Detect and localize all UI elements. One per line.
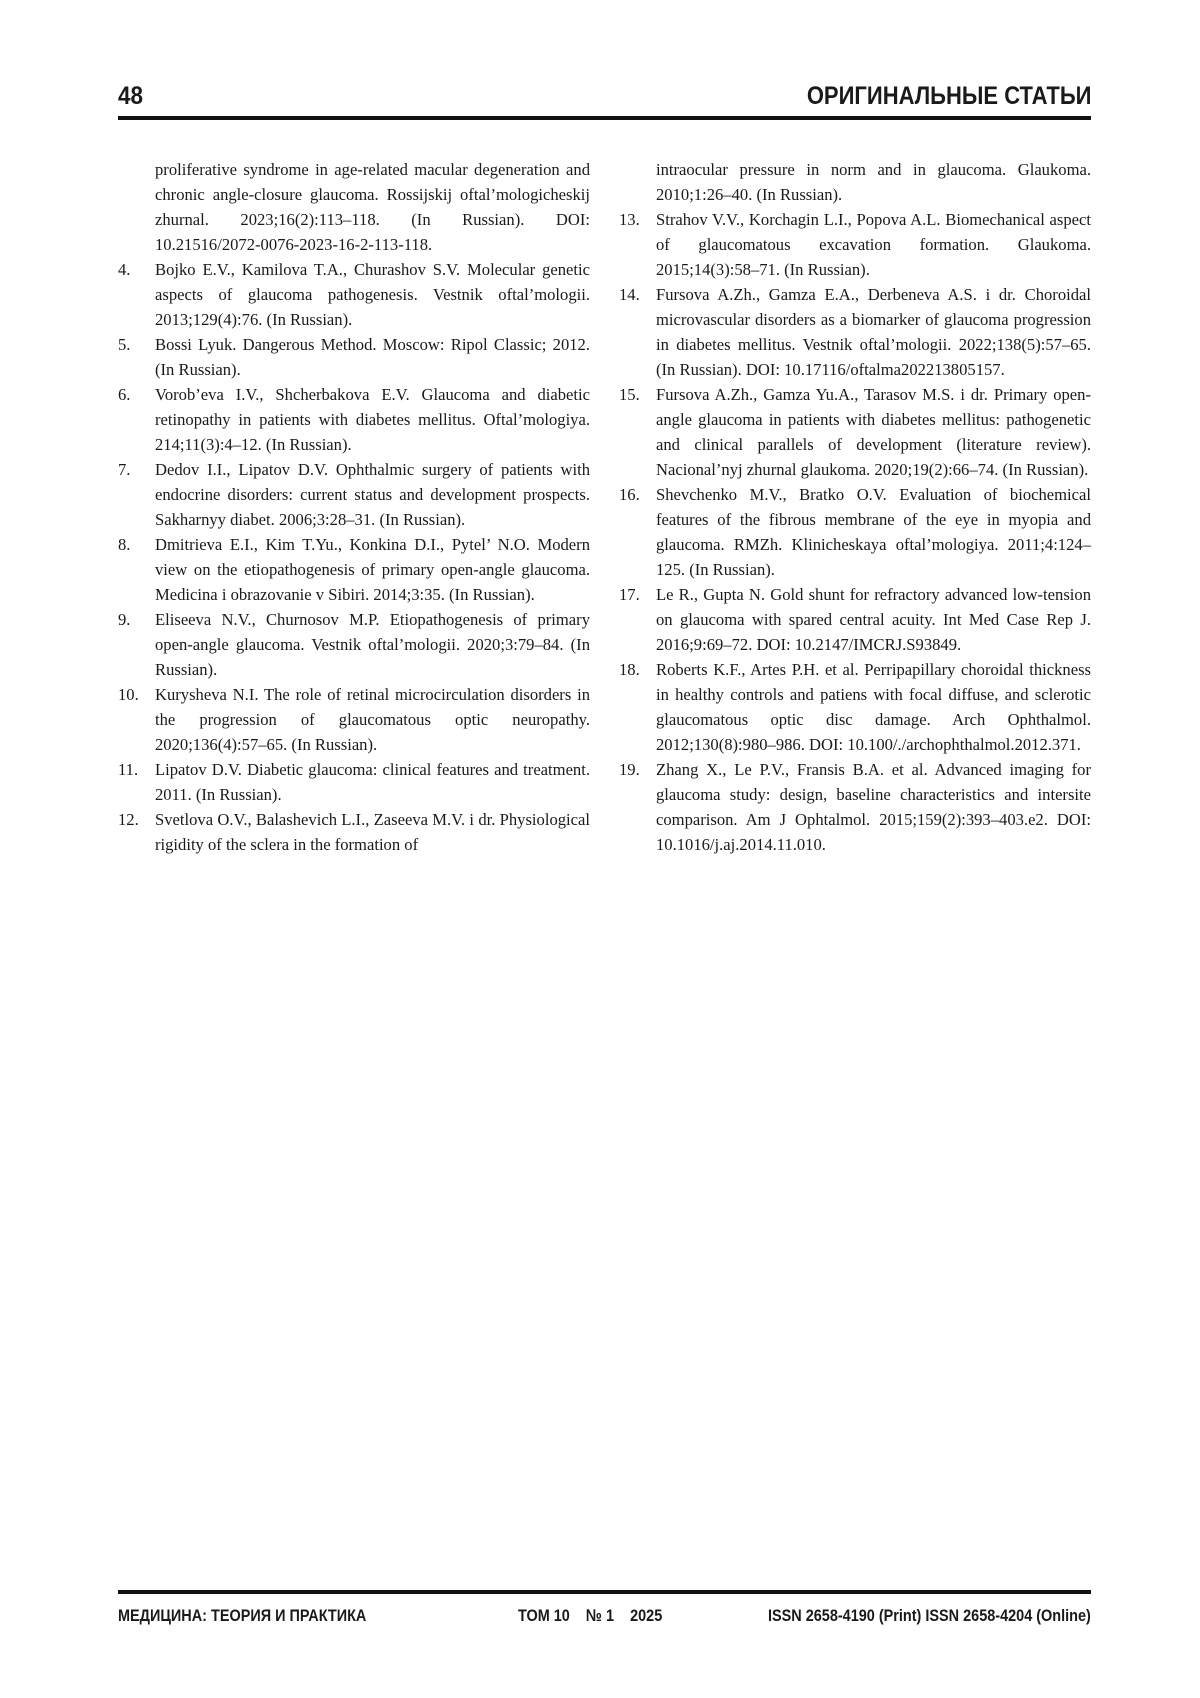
reference-number: 11. <box>118 760 139 779</box>
reference-text: Bojko E.V., Kamilova T.A., Churashov S.V. Molecular genetic aspects of glaucoma pathogenesis. Vestnik oftal’mologii. 2013;129(4):76. (In Russian). <box>155 260 590 329</box>
reference-number: 7. <box>118 460 131 479</box>
page-header <box>118 82 1091 120</box>
reference-item <box>619 582 1091 657</box>
references-right-column <box>619 157 1091 857</box>
reference-list-right <box>619 157 1091 857</box>
reference-text: Strahov V.V., Korchagin L.I., Popova A.L. Biomechanical aspect of glaucomatous excavation formation. Glaukoma. 2015;14(3):58–71. (In Russian). <box>656 210 1091 279</box>
reference-number: 17. <box>619 585 640 604</box>
reference-item <box>118 807 590 857</box>
reference-item <box>118 682 590 757</box>
reference-text: Shevchenko M.V., Bratko O.V. Evaluation of biochemical features of the fibrous membrane of the eye in myopia and glaucoma. RMZh. Klinicheskaya oftal’mologiya. 2011;4:124–125. (In Russian). <box>656 485 1091 579</box>
reference-item <box>619 757 1091 857</box>
reference-number: 15. <box>619 385 640 404</box>
reference-continuation <box>118 157 590 257</box>
reference-text: Vorob’eva I.V., Shcherbakova E.V. Glaucoma and diabetic retinopathy in patients with diabetes mellitus. Oftal’mologiya. 214;11(3):4–12. (In Russian). <box>155 385 590 454</box>
reference-item <box>118 607 590 682</box>
reference-text: Dmitrieva E.I., Kim T.Yu., Konkina D.I., Pytel’ N.O. Modern view on the etiopathogenesis of primary open-angle glaucoma. Medicina i obrazovanie v Sibiri. 2014;3:35. (In Russian). <box>155 535 590 604</box>
reference-item <box>118 532 590 607</box>
reference-continuation <box>619 157 1091 207</box>
reference-item <box>118 382 590 457</box>
page-number: 48 <box>118 82 144 110</box>
reference-number: 19. <box>619 760 640 779</box>
reference-item <box>619 207 1091 282</box>
reference-text: Le R., Gupta N. Gold shunt for refractory advanced low-tension on glaucoma with spared central acuity. Int Med Case Rep J. 2016;9:69–72. DOI: 10.2147/IMCRJ.S93849. <box>656 585 1091 654</box>
reference-text: proliferative syndrome in age-related macular degeneration and chronic angle-closure glaucoma. Rossijskij oftal’mologicheskij zhurnal. 2023;16(2):113–118. (In Russian). DOI: 10.21516/2072-0076-2023-16-2-113-118. <box>155 160 590 254</box>
journal-name: МЕДИЦИНА: ТЕОРИЯ И ПРАКТИКА <box>118 1606 367 1625</box>
reference-item <box>619 482 1091 582</box>
reference-text: Dedov I.I., Lipatov D.V. Ophthalmic surgery of patients with endocrine disorders: current status and development prospects. Sakharnyy diabet. 2006;3:28–31. (In Russian). <box>155 460 590 529</box>
reference-number: 9. <box>118 610 131 629</box>
reference-number: 6. <box>118 385 131 404</box>
reference-text: Eliseeva N.V., Churnosov M.P. Etiopathogenesis of primary open-angle glaucoma. Vestnik oftal’mologii. 2020;3:79–84. (In Russian). <box>155 610 590 679</box>
page-footer <box>118 1590 1091 1634</box>
reference-item <box>118 457 590 532</box>
reference-item <box>619 282 1091 382</box>
reference-item <box>619 657 1091 757</box>
reference-text: Fursova A.Zh., Gamza E.A., Derbeneva A.S. i dr. Choroidal microvascular disorders as a biomarker of glaucoma progression in diabetes mellitus. Vestnik oftal’mologii. 2022;138(5):57–65. (In Russian). DOI: 10.17116/oftalma202213805157. <box>656 285 1091 379</box>
reference-text: Svetlova O.V., Balashevich L.I., Zaseeva M.V. i dr. Physiological rigidity of the sclera in the formation of <box>155 810 590 854</box>
reference-text: Zhang X., Le P.V., Fransis B.A. et al. Advanced imaging for glaucoma study: design, baseline characteristics and intersite comparison. Am J Ophtalmol. 2015;159(2):393–403.e2. DOI: 10.1016/j.aj.2014.11.010. <box>656 760 1091 854</box>
reference-number: 12. <box>118 810 139 829</box>
reference-number: 16. <box>619 485 640 504</box>
reference-list-left <box>118 157 590 857</box>
reference-text: Bossi Lyuk. Dangerous Method. Moscow: Ripol Classic; 2012. (In Russian). <box>155 335 590 379</box>
section-title: ОРИГИНАЛЬНЫЕ СТАТЬИ <box>806 82 1091 110</box>
reference-text: intraocular pressure in norm and in glaucoma. Glaukoma. 2010;1:26–40. (In Russian). <box>656 160 1091 204</box>
reference-item <box>118 332 590 382</box>
reference-text: Lipatov D.V. Diabetic glaucoma: clinical features and treatment. 2011. (In Russian). <box>155 760 590 804</box>
reference-number: 13. <box>619 210 640 229</box>
reference-number: 18. <box>619 660 640 679</box>
reference-text: Kurysheva N.I. The role of retinal microcirculation disorders in the progression of glaucomatous optic neuropathy. 2020;136(4):57–65. (In Russian). <box>155 685 590 754</box>
issn: ISSN 2658-4190 (Print) ISSN 2658-4204 (Online) <box>768 1606 1091 1625</box>
reference-text: Fursova A.Zh., Gamza Yu.A., Tarasov M.S. i dr. Primary open-angle glaucoma in patients with diabetes mellitus: pathogenetic and clinical parallels of development (literature review). Nacional’nyj zhurnal glaukoma. 2020;19(2):66–74. (In Russian). <box>656 385 1091 479</box>
references-left-column <box>118 157 590 857</box>
reference-number: 10. <box>118 685 139 704</box>
reference-item <box>118 257 590 332</box>
reference-number: 5. <box>118 335 131 354</box>
reference-number: 14. <box>619 285 640 304</box>
issue-info: ТОМ 10 № 1 2025 <box>518 1606 663 1625</box>
reference-number: 8. <box>118 535 131 554</box>
reference-text: Roberts K.F., Artes P.H. et al. Perripapillary choroidal thickness in healthy controls and patiens with focal diffuse, and sclerotic glaucomatous optic disc damage. Arch Ophthalmol. 2012;130(8):980–986. DOI: 10.100/./archophthalmol.2012.371. <box>656 660 1091 754</box>
reference-item <box>118 757 590 807</box>
reference-number: 4. <box>118 260 131 279</box>
reference-item <box>619 382 1091 482</box>
